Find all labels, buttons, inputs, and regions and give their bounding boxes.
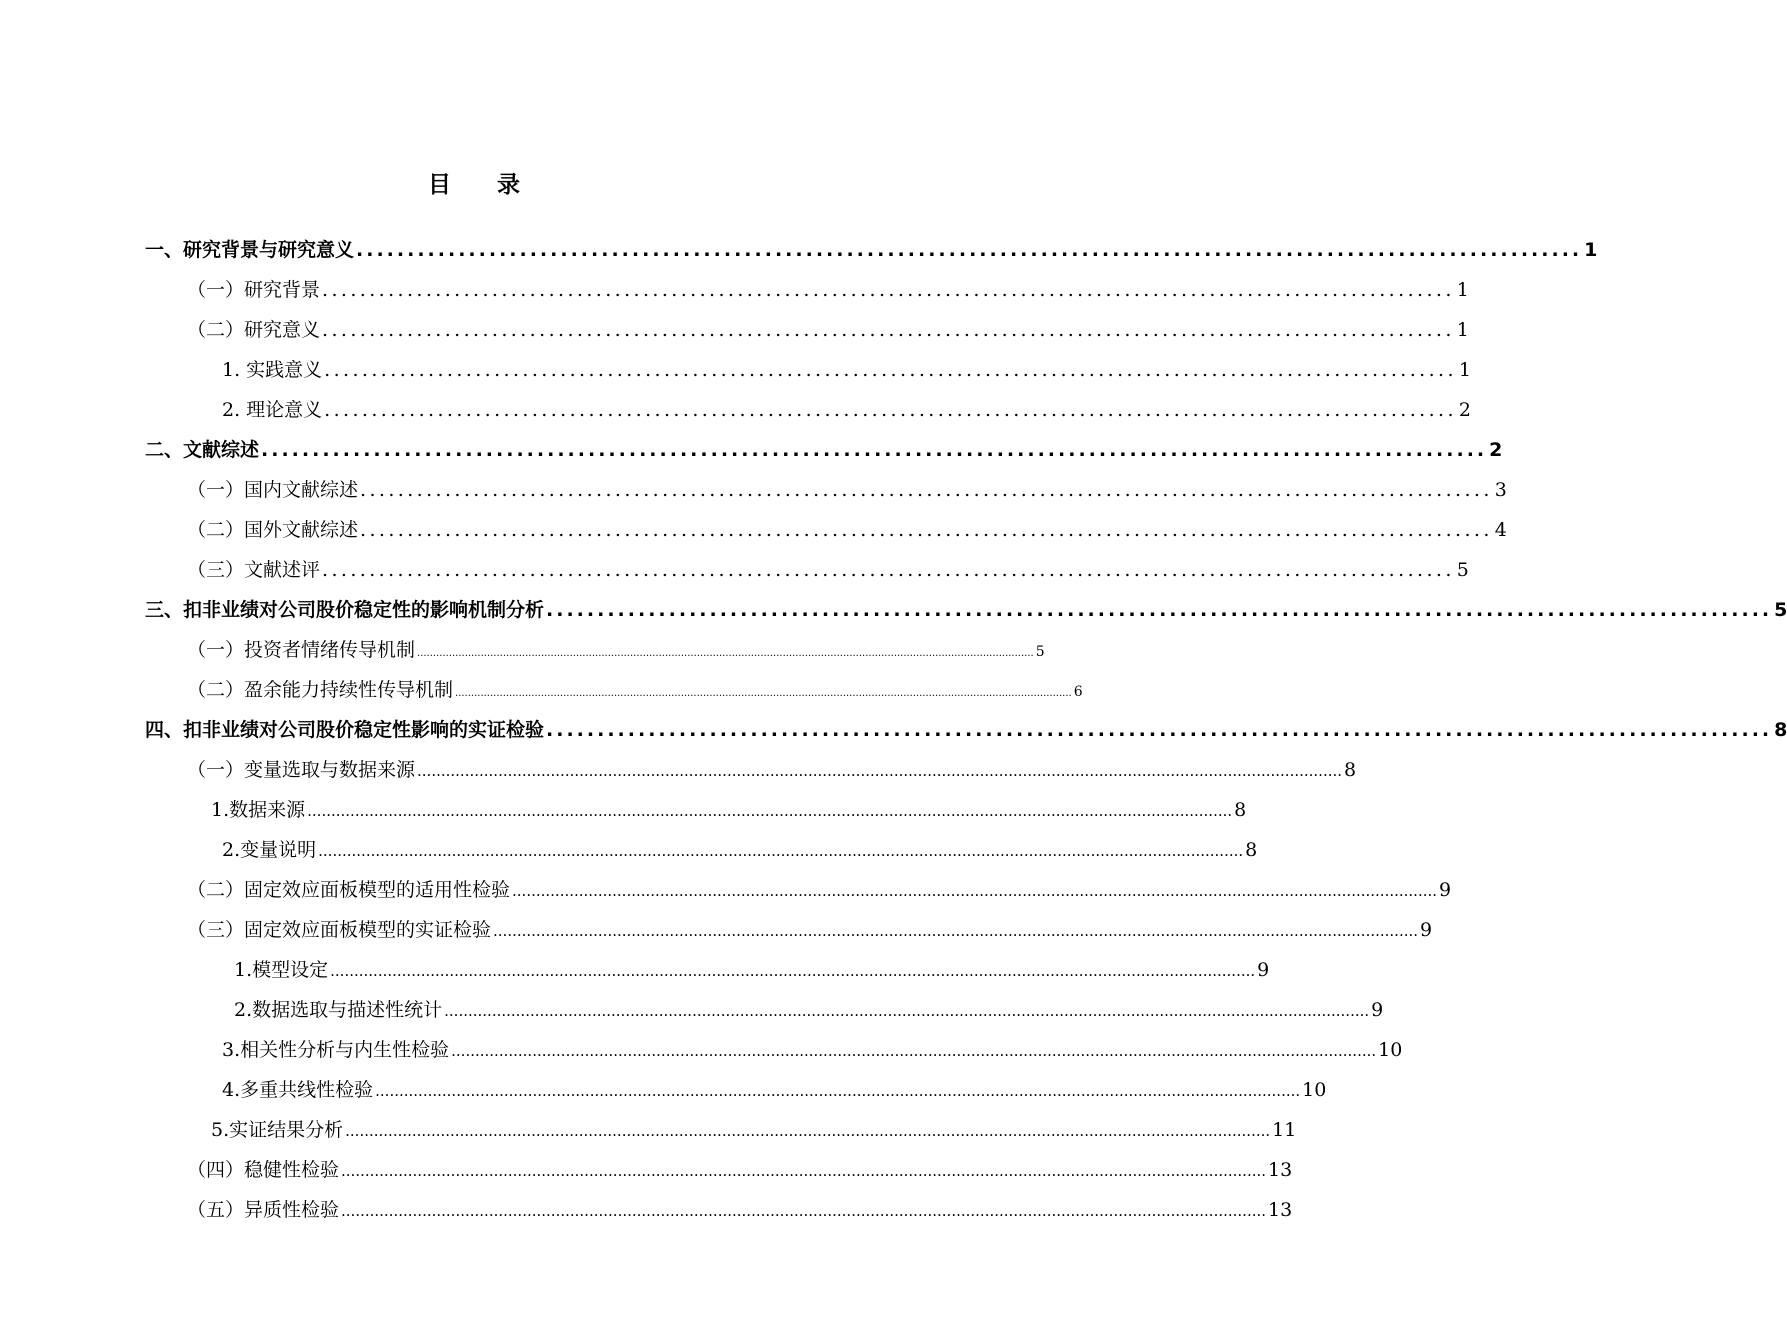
dot-leader: ........................................................................................................................ [322,559,1455,581]
toc-page-number: 8 [1774,719,1787,741]
toc-page-number: 5 [1774,599,1787,621]
dot-leader: .................................................................................................................................................................................................. [493,922,1419,940]
toc-entry-label: 1.模型设定 [234,959,329,981]
toc-page-number: 13 [1268,1159,1293,1181]
toc-page-number: 13 [1268,1199,1293,1221]
dot-leader: ........................................................................................................................ [546,719,1773,741]
dot-leader: .................................................................................................................................................................................................. [417,648,1034,659]
dot-leader: ........................................................................................................................ [322,279,1455,301]
toc-entry-label: 二、文献综述 [145,439,260,461]
dot-leader: .................................................................................................................................................................................................. [345,1122,1271,1140]
toc-page-number: 4 [1494,519,1507,541]
toc-entry-label: 3.相关性分析与内生性检验 [222,1039,450,1061]
toc-entry-chapter-4[interactable] [145,710,1787,750]
toc-entry-subsection[interactable] [211,790,1247,830]
toc-entry-subsection[interactable] [222,830,1258,870]
toc-entry-chapter-3[interactable] [145,590,1787,630]
toc-entry-label: （三）文献述评 [187,559,321,581]
toc-entry-label: 4.多重共线性检验 [222,1079,374,1101]
toc-entry-label: （四）稳健性检验 [187,1159,340,1181]
toc-page-number: 3 [1494,479,1507,501]
toc-entry-section[interactable] [187,910,1433,950]
toc-entry-label: （五）异质性检验 [187,1199,340,1221]
dot-leader: .................................................................................................................................................................................................. [451,1042,1377,1060]
toc-entry-label: 一、研究背景与研究意义 [145,239,355,261]
toc-entry-label: 2. 理论意义 [222,399,323,421]
toc-page-number: 10 [1378,1039,1403,1061]
toc-entry-label: （二）国外文献综述 [187,519,359,541]
toc-entry-section[interactable] [187,550,1469,590]
toc-entry-section[interactable] [187,310,1469,350]
toc-entry-label: （三）固定效应面板模型的实证检验 [187,919,492,941]
toc-entry-label: 2.变量说明 [222,839,317,861]
dot-leader: .................................................................................................................................................................................................. [455,688,1072,699]
toc-entry-subsection[interactable] [222,350,1472,390]
toc-entry-subsection[interactable] [234,990,1384,1030]
toc-entry-section[interactable] [187,470,1507,510]
toc-entry-chapter-1[interactable] [145,230,1598,270]
dot-leader: .................................................................................................................................................................................................. [375,1082,1301,1100]
dot-leader: .................................................................................................................................................................................................. [444,1002,1370,1020]
toc-entry-label: （一）研究背景 [187,279,321,301]
toc-page-number: 8 [1245,839,1258,861]
toc-page-number: 1 [1456,319,1469,341]
toc-entry-subsection[interactable] [211,1110,1297,1150]
toc-page-number: 2 [1489,439,1503,461]
dot-leader: .................................................................................................................................................................................................. [417,762,1343,780]
dot-leader: .................................................................................................................................................................................................. [341,1202,1267,1220]
toc-entry-label: （一）投资者情绪传导机制 [187,639,416,661]
toc-entry-label: 四、扣非业绩对公司股价稳定性影响的实证检验 [145,719,545,741]
toc-page-number: 8 [1344,759,1357,781]
toc-entry-chapter-2[interactable] [145,430,1503,470]
toc-entry-label: （一）变量选取与数据来源 [187,759,416,781]
toc-page-number: 2 [1458,399,1472,421]
toc-page-number: 9 [1371,999,1384,1021]
toc-page-number: 10 [1302,1079,1327,1101]
page-title [0,166,950,199]
toc-page-number: 9 [1420,919,1433,941]
toc-entry-label: （二）盈余能力持续性传导机制 [187,679,454,701]
dot-leader: ........................................................................................................................ [360,479,1493,501]
toc-entry-subsection[interactable] [222,1030,1403,1070]
toc-page-number: 9 [1257,959,1270,981]
toc-entry-label: 1.数据来源 [211,799,306,821]
toc-entry-subsection[interactable] [222,390,1472,430]
toc-entry-section[interactable] [187,510,1507,550]
toc-entry-section[interactable] [187,270,1469,310]
title-char-2: 录 [497,172,522,198]
toc-entry-label: （二）研究意义 [187,319,321,341]
toc-page-number: 8 [1234,799,1247,821]
dot-leader: .................................................................................................................................................................................................. [318,842,1244,860]
toc-entry-section[interactable] [187,870,1452,910]
toc-entry-section[interactable] [187,630,1045,670]
toc-page-number: 9 [1439,879,1452,901]
toc-entry-section[interactable] [187,1190,1293,1230]
toc-entry-label: （一）国内文献综述 [187,479,359,501]
toc-entry-section[interactable] [187,670,1083,710]
toc-page-number: 5 [1456,559,1469,581]
toc-entry-section[interactable] [187,1150,1293,1190]
toc-page-number: 1 [1584,239,1598,261]
dot-leader: ........................................................................................................................ [324,399,1457,421]
dot-leader: ........................................................................................................................ [546,599,1773,621]
dot-leader: ........................................................................................................................ [261,439,1488,461]
title-char-1: 目 [428,172,453,198]
dot-leader: .................................................................................................................................................................................................. [341,1162,1267,1180]
toc-page-number: 1 [1458,359,1472,381]
dot-leader: .................................................................................................................................................................................................. [330,962,1256,980]
toc-page-number: 11 [1272,1119,1297,1141]
toc-entry-label: 5.实证结果分析 [211,1119,344,1141]
toc-page-number: 5 [1035,644,1045,660]
toc-entry-label: 2.数据选取与描述性统计 [234,999,443,1021]
dot-leader: ........................................................................................................................ [356,239,1583,261]
toc-page-number: 6 [1073,684,1083,700]
toc-entry-label: （二）固定效应面板模型的适用性检验 [187,879,511,901]
dot-leader: .................................................................................................................................................................................................. [307,802,1233,820]
toc-entry-label: 三、扣非业绩对公司股价稳定性的影响机制分析 [145,599,545,621]
toc-entry-subsection[interactable] [222,1070,1327,1110]
dot-leader: ........................................................................................................................ [322,319,1455,341]
toc-entry-label: 1. 实践意义 [222,359,323,381]
dot-leader: ........................................................................................................................ [360,519,1493,541]
dot-leader: .................................................................................................................................................................................................. [512,882,1438,900]
toc-entry-subsection[interactable] [234,950,1270,990]
toc-entry-section[interactable] [187,750,1357,790]
toc-page-number: 1 [1456,279,1469,301]
dot-leader: ........................................................................................................................ [324,359,1457,381]
